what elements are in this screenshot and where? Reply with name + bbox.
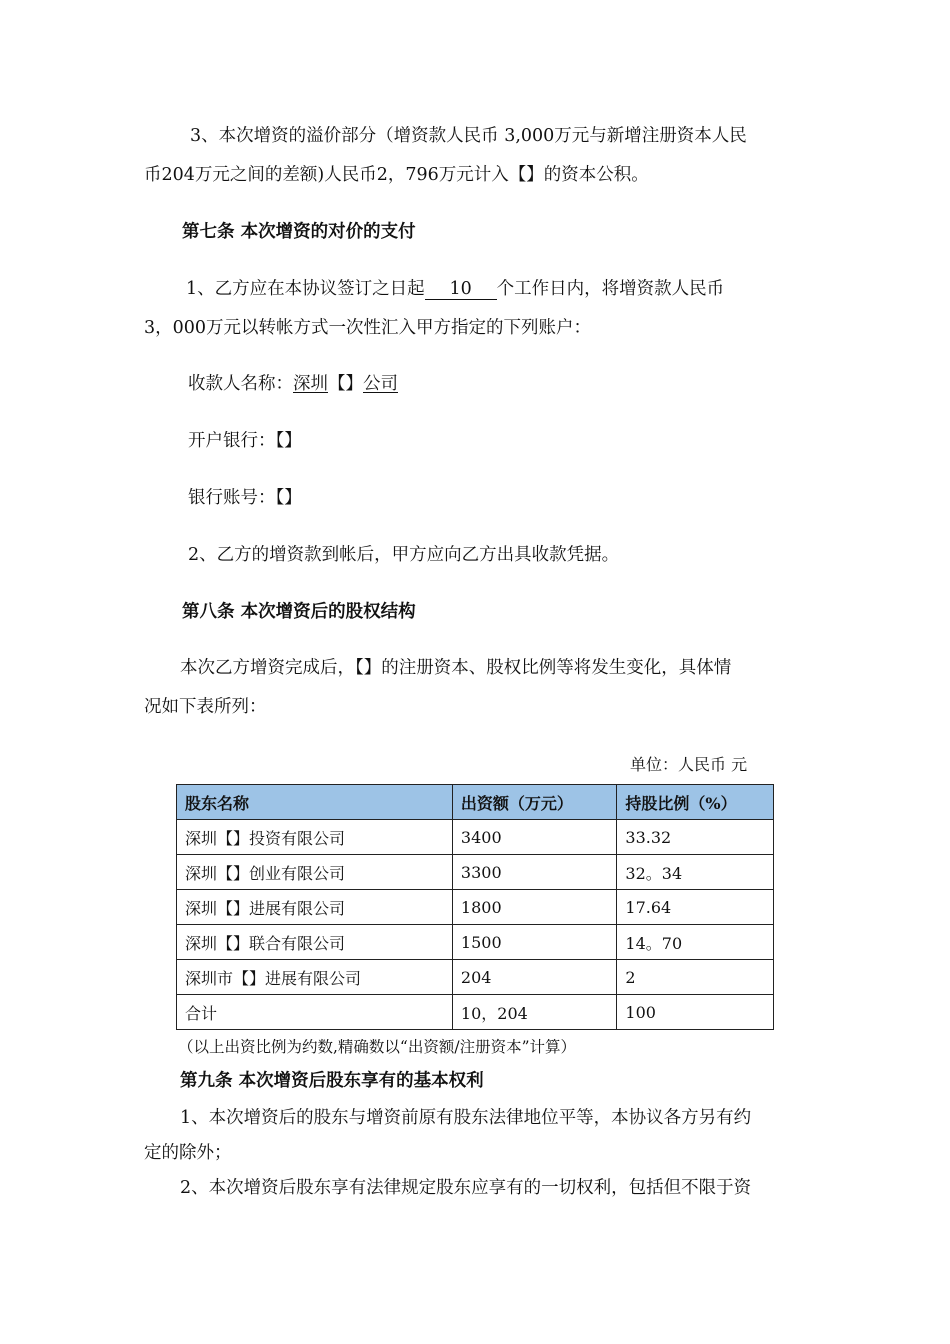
cell-capital: 3300: [452, 855, 616, 890]
bank-line: 开户银行：【】: [188, 431, 302, 451]
article9-item2-line1: 2、本次增资后股东享有法律规定股东应享有的一切权利，包括但不限于资: [180, 1178, 752, 1198]
cell-capital: 204: [452, 960, 616, 995]
cell-capital: 1500: [452, 925, 616, 960]
payee-value-part1: 深圳: [293, 374, 328, 394]
cell-shareholder: 合计: [177, 995, 453, 1030]
cell-ratio: 2: [617, 960, 774, 995]
payee-value-part2: 【】: [328, 374, 363, 394]
table-row: [177, 855, 774, 890]
table-total-row: [177, 995, 774, 1030]
cell-shareholder: 深圳【】进展有限公司: [177, 890, 453, 925]
cell-shareholder: 深圳【】投资有限公司: [177, 820, 453, 855]
cell-capital: 3400: [452, 820, 616, 855]
cell-capital: 1800: [452, 890, 616, 925]
header-shareholder: 股东名称: [177, 785, 453, 820]
payee-value-part3: 公司: [363, 374, 398, 394]
article8-intro-line1: 本次乙方增资完成后，【】的注册资本、股权比例等将发生变化，具体情: [180, 658, 732, 678]
para3-line1: 3、本次增资的溢价部分（增资款人民币 3,000万元与新增注册资本人民: [190, 126, 747, 146]
cell-ratio: 32。34: [617, 855, 774, 890]
payee-label: 收款人名称：: [188, 374, 293, 394]
cell-shareholder: 深圳【】创业有限公司: [177, 855, 453, 890]
header-capital: 出资额（万元）: [452, 785, 616, 820]
article7-item2: 2、乙方的增资款到帐后，甲方应向乙方出具收款凭据。: [188, 545, 620, 565]
table-row: [177, 820, 774, 855]
table-row: [177, 890, 774, 925]
table-unit: 单位：人民币 元: [630, 755, 748, 774]
article8-title: 第八条 本次增资后的股权结构: [182, 602, 416, 622]
article9-item1-line1: 1、本次增资后的股东与增资前原有股东法律地位平等，本协议各方另有约: [180, 1108, 752, 1128]
table-header-row: [177, 785, 774, 820]
cell-ratio: 100: [617, 995, 774, 1030]
payee-line: [188, 372, 398, 396]
article7-item1-line1: [186, 277, 724, 301]
article8-intro-line2: 况如下表所列：: [144, 697, 267, 717]
equity-table: [176, 784, 774, 1030]
article7-title: 第七条 本次增资的对价的支付: [182, 222, 416, 242]
cell-shareholder: 深圳【】联合有限公司: [177, 925, 453, 960]
header-ratio: 持股比例（%）: [617, 785, 774, 820]
cell-ratio: 17.64: [617, 890, 774, 925]
table-row: [177, 925, 774, 960]
table-row: [177, 960, 774, 995]
cell-shareholder: 深圳市【】进展有限公司: [177, 960, 453, 995]
article7-item1-line2: 3，000万元以转帐方式一次性汇入甲方指定的下列账户：: [144, 318, 592, 338]
payment-days-blank: 10: [425, 279, 497, 300]
article7-item1-post: 个工作日内，将增资款人民币: [496, 279, 725, 299]
article9-item1-line2: 定的除外；: [144, 1143, 232, 1163]
table-note: （以上出资比例为约数,精确数以“出资额/注册资本”计算）: [178, 1038, 576, 1056]
cell-ratio: 33.32: [617, 820, 774, 855]
para3-line2: 币204万元之间的差额)人民币2，796万元计入【】的资本公积。: [144, 165, 649, 185]
cell-ratio: 14。70: [617, 925, 774, 960]
article9-title: 第九条 本次增资后股东享有的基本权利: [180, 1071, 484, 1091]
account-line: 银行账号：【】: [188, 488, 302, 508]
cell-capital: 10，204: [452, 995, 616, 1030]
article7-item1-pre: 1、乙方应在本协议签订之日起: [186, 279, 425, 299]
